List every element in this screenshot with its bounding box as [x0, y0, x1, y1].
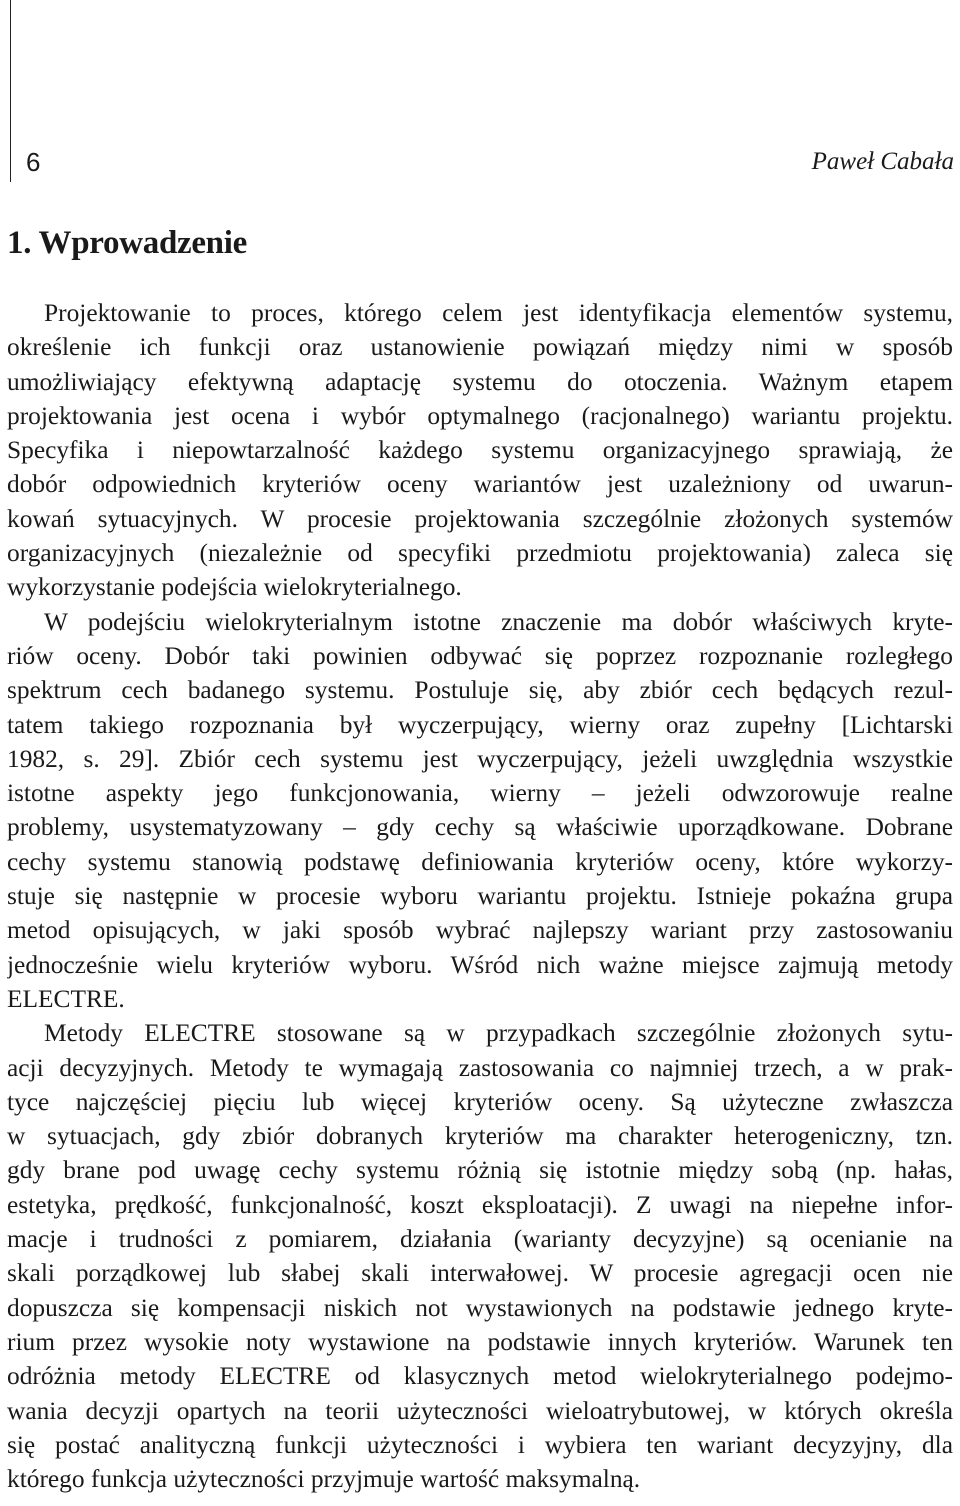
text-line: tatem takiego rozpoznania był wyczerpujący, wierny oraz zupełny [Lichtarski — [7, 710, 953, 739]
text-line: wania decyzji opartych na teorii użyteczności wieloatrybutowej, w których określa — [7, 1396, 953, 1425]
text-line: w sytuacjach, gdy zbiór dobranych kryteriów ma charakter heterogeniczny, tzn. — [7, 1122, 953, 1151]
running-header — [26, 142, 954, 182]
text-line: Metody ELECTRE stosowane są w przypadkach szczególnie złożonych sytu- — [44, 1019, 953, 1048]
text-line: organizacyjnych (niezależnie od specyfiki przedmiotu projektowania) zaleca się — [7, 539, 953, 568]
text-line: macje i trudności z pomiarem, działania (warianty decyzyjne) są ocenianie na — [7, 1225, 953, 1254]
text-line: stuje się następnie w procesie wyboru wariantu projektu. Istnieje pokaźna grupa — [7, 882, 953, 911]
text-line: kowań sytuacyjnych. W procesie projektowania szczególnie złożonych systemów — [7, 504, 953, 533]
text-line: się postać analityczną funkcji użyteczności i wybiera ten wariant decyzyjny, dla — [7, 1430, 953, 1459]
text-line: acji decyzyjnych. Metody te wymagają zastosowania co najmniej trzech, a w prak- — [7, 1053, 953, 1082]
text-line: tyce najczęściej pięciu lub więcej kryteriów oceny. Są użyteczne zwłaszcza — [7, 1087, 953, 1116]
page-number: 6 — [26, 147, 41, 177]
text-line: metod opisujących, w jaki sposób wybrać najlepszy wariant przy zastosowaniu — [7, 916, 953, 945]
text-line: odróżnia metody ELECTRE od klasycznych metod wielokryterialnego podejmo- — [7, 1362, 953, 1391]
text-line: riów oceny. Dobór taki powinien odbywać się poprzez rozpoznanie rozległego — [7, 641, 953, 670]
text-line: W podejściu wielokryterialnym istotne znaczenie ma dobór właściwych kryte- — [44, 607, 953, 636]
text-line: umożliwiający efektywną adaptację systemu do otoczenia. Ważnym etapem — [7, 367, 953, 396]
text-line: gdy brane pod uwagę cechy systemu różnią się istotnie między sobą (np. hałas, — [7, 1156, 953, 1185]
text-line: wykorzystanie podejścia wielokryterialnego. — [7, 573, 462, 602]
text-line: Specyfika i niepowtarzalność każdego systemu organizacyjnego sprawiają, że — [7, 436, 953, 465]
text-line: jednocześnie wielu kryteriów wyboru. Wśród nich ważne miejsce zajmują metody — [7, 950, 953, 979]
section-heading: 1. Wprowadzenie — [7, 225, 247, 261]
text-line: którego funkcja użyteczności przyjmuje wartość maksymalną. — [7, 1465, 641, 1494]
text-line: dobór odpowiednich kryteriów oceny wariantów jest uzależniony od uwarun- — [7, 470, 953, 499]
text-line: dopuszcza się kompensacji niskich not wystawionych na podstawie jednego kryte- — [7, 1293, 953, 1322]
text-line: problemy, usystematyzowany – gdy cechy są właściwie uporządkowane. Dobrane — [7, 813, 953, 842]
text-line: estetyka, prędkość, funkcjonalność, koszt eksploatacji). Z uwagi na niepełne infor- — [7, 1190, 953, 1219]
text-line: Projektowanie to proces, którego celem jest identyfikacja elementów systemu, — [44, 299, 953, 327]
text-line: skali porządkowej lub słabej skali interwałowej. W procesie agregacji ocen nie — [7, 1259, 953, 1288]
text-line: projektowania jest ocena i wybór optymalnego (racjonalnego) wariantu projektu. — [7, 401, 953, 430]
text-line: rium przez wysokie noty wystawione na podstawie innych kryteriów. Warunek ten — [7, 1327, 953, 1356]
body-text — [7, 296, 953, 1496]
text-line: określenie ich funkcji oraz ustanowienie powiązań między nimi w sposób — [7, 333, 953, 362]
text-line: 1982, s. 29]. Zbiór cech systemu jest wyczerpujący, jeżeli uwzględnia wszystkie — [7, 744, 953, 773]
text-line: istotne aspekty jego funkcjonowania, wierny – jeżeli odwzorowuje realne — [7, 779, 953, 808]
running-header-author: Paweł Cabała — [811, 148, 954, 175]
text-line: ELECTRE. — [7, 984, 125, 1013]
margin-rule — [10, 0, 11, 182]
text-line: spektrum cech badanego systemu. Postuluje się, aby zbiór cech będących rezul- — [7, 676, 953, 705]
text-line: cechy systemu stanowią podstawę definiowania kryteriów oceny, które wykorzy- — [7, 847, 953, 876]
